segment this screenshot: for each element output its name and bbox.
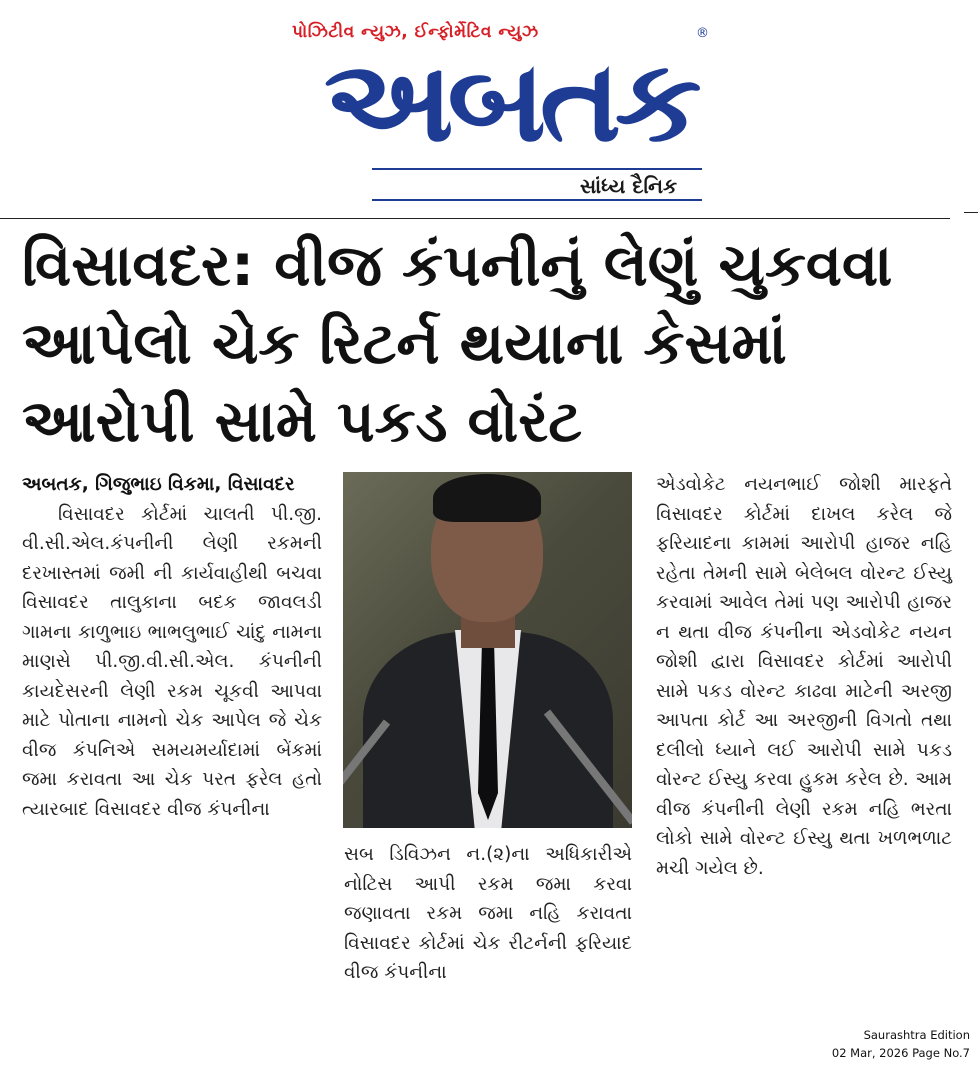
masthead-rule-top [372,168,702,170]
footer-edition: Saurashtra Edition [863,1028,970,1042]
article-column-2-text: સબ ડિવિઝન ન.(૨)ના અધિકારીએ નોટિસ આપી રકમ જમા કરવા જણાવતા રકમ જમા નહિ કરાવતા વિસાવદર કોર્ટમાં ચેક રીટર્નની ફરિયાદ વીજ કંપનીના [344,844,632,983]
header-divider [0,218,950,219]
registered-mark: ® [696,26,709,41]
masthead-rule-bottom [372,199,702,201]
article-byline: અબતક, ગિજુભાઇ વિકમા, વિસાવદર [22,474,295,495]
article-headline: વિસાવદર: વીજ કંપનીનું લેણું ચુકવવા આપેલો ચેક રિટર્ન થયાના કેસમાં આરોપી સામે પકડ વોરંટ [22,231,893,455]
article-column-3-text: એડવોકેટ નયનભાઈ જોશી મારફતે વિસાવદર કોર્ટમાં દાખલ કરેલ જે ફરિયાદના કામમાં આરોપી હાજર નહિ રહેતા તેમની સામે બેલેબલ વોરન્ટ ઈસ્યુ કરવામાં આવેલ તેમાં પણ આરોપી હાજર ન થતા વીજ કંપનીના એડવોકેટ નયન જોશી દ્વારા વિસાવદર કોર્ટમાં આરોપી સામે પકડ વોરન્ટ કાઢવા માટેની અરજી આપતા કોર્ટ આ અરજીની વિગતો તથા દલીલો ધ્યાને લઈ આરોપી સામે પકડ વોરન્ટ ઈસ્યુ કરવા હુકમ કરેલ છે. આમ વીજ કંપનીની લેણી રકમ નહિ ભરતા લોકો સામે વોરન્ટ ઈસ્યુ થતા ખળભળાટ મચી ગયેલ છે. [656,474,952,879]
article-column-2 [344,840,632,988]
article-column-3 [656,470,952,883]
article-column-1 [22,470,322,824]
header-divider-tick [964,212,978,213]
masthead-subtitle: સાંધ્ય દૈનિક [580,174,678,198]
masthead [0,0,978,218]
footer-date-page: 02 Mar, 2026 Page No.7 [831,1046,970,1060]
photo-hair [433,474,541,522]
article-photo [343,472,632,828]
article-column-1-text: વિસાવદર કોર્ટમાં ચાલતી પી.જી. વી.સી.એલ.કંપનીની લેણી રકમની દરખાસ્તમાં જમી ની કાર્યવાહીથી બચવા વિસાવદર તાલુકાના બદક જાવલડી ગામના કાળુભાઇ ભાભલુભાઈ ચાંદુ નામના માણસે પી.જી.વી.સી.એલ. કંપનીની કાયદેસરની લેણી રકમ ચૂકવી આપવા માટે પોતાના નામનો ચેક આપેલ જે ચેક વીજ કંપનિએ સમયમર્યાદામાં બેંકમાં જમા કરાવતા આ ચેક પરત ફરેલ હતો ત્યારબાદ વિસાવદર વીજ કંપનીના [22,503,322,820]
newspaper-logo: અબતક [323,37,696,167]
masthead-tagline: પોઝિટીવ ન્યુઝ, ઈન્ફોર્મેટિવ ન્યુઝ [292,22,539,42]
